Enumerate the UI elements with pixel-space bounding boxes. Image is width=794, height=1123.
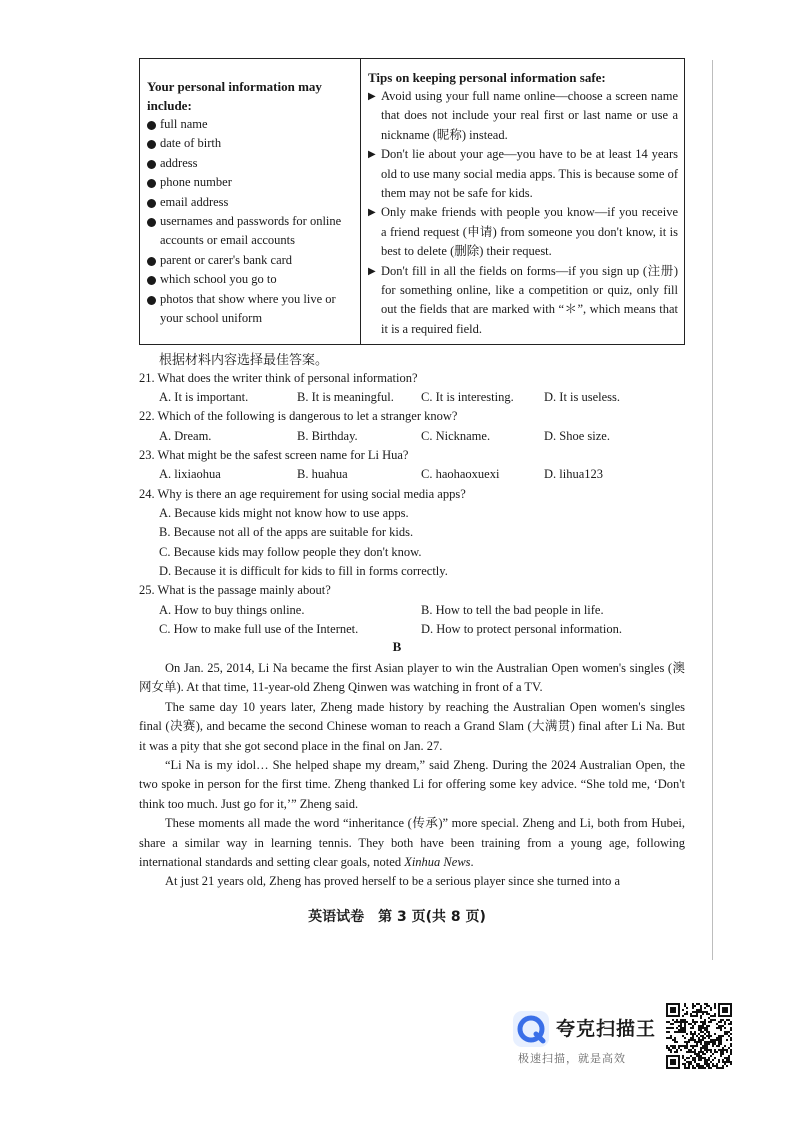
bullet-icon [147,140,156,149]
answer-option: B. huahua [297,467,348,481]
list-item: phone number [147,173,354,192]
list-item: photos that show where you live or your school uniform [147,290,354,329]
answer-option: C. haohaoxuexi [421,467,500,481]
source-name: Xinhua News [404,855,471,870]
answer-option: A. Dream. [159,429,212,443]
answer-option: B. It is meaningful. [297,390,394,404]
bullet-icon [147,276,156,285]
answer-option: D. It is useless. [544,390,621,404]
list-item: ▶ Don't fill in all the fields on forms—if you sign up (注册) for something online, like a competition or quiz, only fill out the fields that are marked with “＊”, which means that it is a required field. [368,263,678,336]
triangle-bullet-icon: ▶ [368,149,376,161]
paragraph: “Li Na is my idol… She helped shape my dream,” said Zheng. During the 2024 Australian Open, the two spoke in person for the first time. Zheng thanked Li for offering some key advice. “She told me, ‘Don't think too much. Just go for it,’” Zheng said. [139,758,685,811]
personal-info-title: Your personal information may include: [147,79,322,113]
personal-info-column [140,59,361,344]
answer-option: D. lihua123 [544,467,604,481]
list-item: usernames and passwords for online accounts or email accounts [147,212,354,251]
safety-tips-title: Tips on keeping personal information safe: [368,70,606,85]
scanner-logo-icon [512,1010,550,1048]
paragraph: The same day 10 years later, Zheng made history by reaching the Australian Open women's singles final (决赛), and became the second Chinese woman to reach a Grand Slam (大满贯) final after Li Na. But it was a pity that she got second place in the final on Jan. 27. [139,699,685,753]
answer-option: D. How to protect personal information. [421,622,622,636]
question-stem: 23. What might be the safest screen name for Li Hua? [139,448,409,462]
question-stem: 25. What is the passage mainly about? [139,583,331,597]
paragraph: At just 21 years old, Zheng has proved herself to be a serious player since she turned into a [165,874,621,889]
answer-option: D. Shoe size. [544,429,610,443]
question-stem: 21. What does the writer think of personal information? [139,371,418,385]
triangle-bullet-icon: ▶ [368,207,376,219]
paragraph: On Jan. 25, 2014, Li Na became the first Asian player to win the Australian Open women's singles (澳网女单). At that time, 11-year-old Zheng Qinwen was watching in front of a TV. [139,661,685,695]
scanner-slogan: 极速扫描，就是高效 [518,1052,626,1065]
answer-option: C. Because kids may follow people they don't know. [159,545,422,559]
scanner-app-name: 夸克扫描王 [556,1018,657,1040]
safety-tips-column [361,59,684,344]
answer-option: D. Because it is difficult for kids to fill in forms correctly. [159,564,448,578]
bullet-icon [147,218,156,227]
list-item: full name [147,115,354,134]
paragraph: These moments all made the word “inheritance (传承)” more special. Zheng and Li, both from Hubei, share a similar way in learning tennis. They both have been training from a young age, following international standards and setting clear goals, noted Xinhua News. [139,816,685,870]
bullet-icon [147,160,156,169]
bullet-icon [147,296,156,305]
bullet-icon [147,179,156,188]
scan-edge-line [712,60,713,960]
answer-option: A. lixiaohua [159,467,221,481]
answer-option: C. How to make full use of the Internet. [159,622,359,636]
question-stem: 24. Why is there an age requirement for using social media apps? [139,487,466,501]
list-item: date of birth [147,134,354,153]
safety-tips-list [368,87,678,339]
personal-info-list [147,115,354,328]
qr-code-icon [666,1003,732,1069]
answer-option: A. How to buy things online. [159,603,305,617]
answer-option: A. Because kids might not know how to use apps. [159,506,409,520]
list-item: address [147,154,354,173]
list-item: ▶ Only make friends with people you know—if you receive a friend request (申请) from someone you don't know, it is best to delete (删除) their request. [368,205,678,259]
answer-option: B. Because not all of the apps are suitable for kids. [159,525,414,539]
list-item: email address [147,193,354,212]
instruction: 根据材料内容选择最佳答案。 [159,352,329,367]
list-item: parent or carer's bank card [147,251,354,270]
section-heading: B [392,639,402,654]
reading-passage [139,659,685,892]
page-footer: 英语试卷 第 3 页(共 8 页) [308,909,486,925]
answer-option: B. Birthday. [297,429,358,443]
triangle-bullet-icon: ▶ [368,265,376,277]
triangle-bullet-icon: ▶ [368,91,376,102]
answer-option: A. It is important. [159,390,249,404]
bullet-icon [147,121,156,130]
answer-option: B. How to tell the bad people in life. [421,603,604,617]
info-table [139,58,685,345]
list-item: ▶ Avoid using your full name online—choose a screen name that does not include your real first or last name or use a nickname (昵称) instead. [368,89,678,142]
list-item: which school you go to [147,270,354,289]
question-stem: 22. Which of the following is dangerous to let a stranger know? [139,409,458,423]
bullet-icon [147,257,156,266]
answer-option: C. It is interesting. [421,390,514,404]
bullet-icon [147,199,156,208]
answer-option: C. Nickname. [421,429,491,443]
list-item: ▶ Don't lie about your age—you have to be at least 14 years old to use many social media apps. This is because some of them may not be safe for kids. [368,147,678,201]
